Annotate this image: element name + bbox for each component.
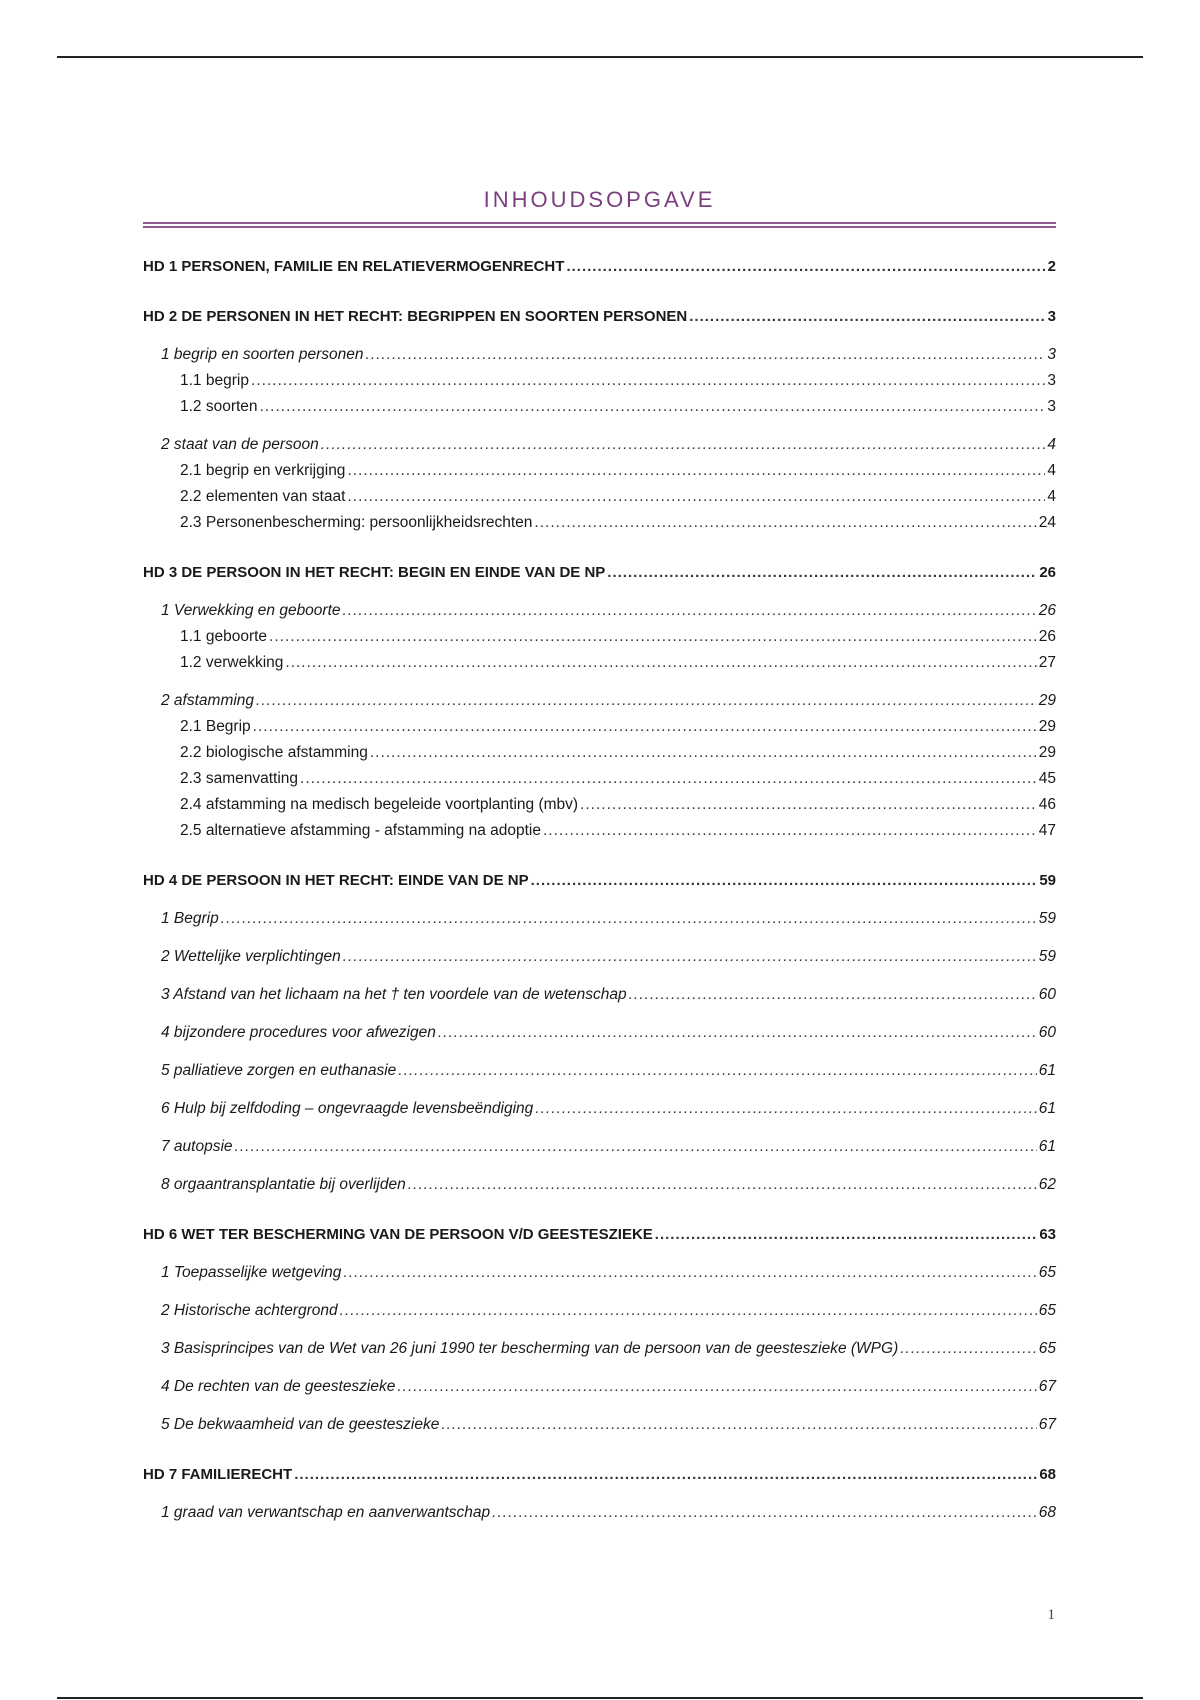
toc-list xyxy=(143,254,1056,1526)
toc-leader-dots xyxy=(397,1374,1036,1400)
toc-subsection-link[interactable] xyxy=(143,624,1056,650)
toc-entry-label: 1.2 soorten xyxy=(180,398,258,415)
toc-entry-label: 2.2 elementen van staat xyxy=(180,488,346,505)
toc-entry-label: 4 De rechten van de geesteszieke xyxy=(161,1378,396,1395)
toc-leader-dots xyxy=(900,1336,1037,1362)
toc-leader-dots xyxy=(531,868,1038,894)
toc-entry-label: 5 De bekwaamheid van de geesteszieke xyxy=(161,1416,440,1433)
toc-leader-dots xyxy=(235,1134,1037,1160)
toc-entry-page: 63 xyxy=(1039,1226,1056,1243)
toc-title: INHOUDSOPGAVE xyxy=(483,187,716,212)
toc-entry-page: 29 xyxy=(1038,744,1056,761)
toc-chapter-link[interactable] xyxy=(143,1222,1056,1248)
toc-section-link[interactable] xyxy=(143,1058,1056,1084)
toc-section-link[interactable] xyxy=(143,1134,1056,1160)
toc-entry-label: 7 autopsie xyxy=(161,1138,233,1155)
toc-entry-page: 2 xyxy=(1047,258,1056,275)
toc-leader-dots xyxy=(343,944,1037,970)
toc-section-link[interactable] xyxy=(143,1336,1056,1362)
toc-entry-page: 29 xyxy=(1038,692,1056,709)
toc-entry-label: HD 1 PERSONEN, FAMILIE EN RELATIEVERMOGENRECHT xyxy=(143,258,565,275)
toc-leader-dots xyxy=(253,714,1037,740)
toc-leader-dots xyxy=(580,792,1037,818)
toc-leader-dots xyxy=(441,1412,1036,1438)
toc-section-link[interactable] xyxy=(143,1374,1056,1400)
toc-section-link[interactable] xyxy=(143,1020,1056,1046)
toc-entry-page: 27 xyxy=(1038,654,1056,671)
toc-leader-dots xyxy=(408,1172,1037,1198)
toc-entry-page: 67 xyxy=(1038,1416,1056,1433)
toc-leader-dots xyxy=(343,1260,1036,1286)
toc-entry-page: 61 xyxy=(1038,1100,1056,1117)
toc-subsection-link[interactable] xyxy=(143,394,1056,420)
toc-entry-page: 4 xyxy=(1047,436,1056,453)
toc-leader-dots xyxy=(285,650,1036,676)
toc-entry-page: 59 xyxy=(1038,948,1056,965)
toc-subsection-link[interactable] xyxy=(143,714,1056,740)
toc-leader-dots xyxy=(543,818,1037,844)
toc-section-link[interactable] xyxy=(143,1172,1056,1198)
toc-entry-label: HD 4 DE PERSOON IN HET RECHT: EINDE VAN DE NP xyxy=(143,872,529,889)
toc-entry-label: HD 6 WET TER BESCHERMING VAN DE PERSOON V/D GEESTESZIEKE xyxy=(143,1226,653,1243)
toc-entry-label: 3 Afstand van het lichaam na het † ten voordele van de wetenschap xyxy=(161,986,627,1003)
toc-entry-page: 45 xyxy=(1038,770,1056,787)
toc-section-link[interactable] xyxy=(143,1260,1056,1286)
toc-entry-label: HD 7 FAMILIERECHT xyxy=(143,1466,293,1483)
toc-entry-page: 59 xyxy=(1038,910,1056,927)
toc-entry-label: 1.1 geboorte xyxy=(180,628,268,645)
toc-entry-page: 68 xyxy=(1038,1504,1056,1521)
toc-leader-dots xyxy=(655,1222,1038,1248)
toc-entry-page: 68 xyxy=(1039,1466,1056,1483)
toc-entry-label: 2.5 alternatieve afstamming - afstamming na adoptie xyxy=(180,822,541,839)
toc-entry-label: 2 staat van de persoon xyxy=(161,436,319,453)
toc-chapter-link[interactable] xyxy=(143,560,1056,586)
toc-subsection-link[interactable] xyxy=(143,484,1056,510)
page-number: 1 xyxy=(1047,1607,1055,1623)
toc-entry-page: 4 xyxy=(1047,462,1056,479)
toc-entry-page: 60 xyxy=(1038,986,1056,1003)
toc-entry-label: HD 2 DE PERSONEN IN HET RECHT: BEGRIPPEN EN SOORTEN PERSONEN xyxy=(143,308,688,325)
toc-leader-dots xyxy=(221,906,1037,932)
toc-entry-label: HD 3 DE PERSOON IN HET RECHT: BEGIN EN EINDE VAN DE NP xyxy=(143,564,606,581)
toc-subsection-link[interactable] xyxy=(143,792,1056,818)
toc-leader-dots xyxy=(607,560,1037,586)
toc-entry-page: 46 xyxy=(1038,796,1056,813)
toc-entry-label: 1 begrip en soorten personen xyxy=(161,346,364,363)
toc-entry-label: 2.1 Begrip xyxy=(180,718,251,735)
toc-subsection-link[interactable] xyxy=(143,818,1056,844)
toc-page xyxy=(143,182,1056,1526)
toc-entry-page: 65 xyxy=(1038,1340,1056,1357)
toc-entry-label: 1 graad van verwantschap en aanverwantschap xyxy=(161,1504,491,1521)
toc-leader-dots xyxy=(251,368,1045,394)
toc-entry-label: 8 orgaantransplantatie bij overlijden xyxy=(161,1176,406,1193)
toc-entry-page: 62 xyxy=(1038,1176,1056,1193)
toc-leader-dots xyxy=(566,254,1045,280)
toc-section-link[interactable] xyxy=(143,598,1056,624)
toc-entry-page: 3 xyxy=(1047,346,1056,363)
toc-entry-label: 2.2 biologische afstamming xyxy=(180,744,368,761)
toc-entry-page: 47 xyxy=(1038,822,1056,839)
toc-subsection-link[interactable] xyxy=(143,368,1056,394)
toc-leader-dots xyxy=(535,1096,1036,1122)
toc-leader-dots xyxy=(321,432,1046,458)
toc-leader-dots xyxy=(366,342,1046,368)
toc-leader-dots xyxy=(689,304,1045,330)
toc-subsection-link[interactable] xyxy=(143,766,1056,792)
toc-section-link[interactable] xyxy=(143,982,1056,1008)
toc-chapter-link[interactable] xyxy=(143,254,1056,280)
toc-leader-dots xyxy=(347,484,1045,510)
toc-section-link[interactable] xyxy=(143,944,1056,970)
toc-entry-label: 2.1 begrip en verkrijging xyxy=(180,462,346,479)
toc-leader-dots xyxy=(492,1500,1037,1526)
toc-leader-dots xyxy=(438,1020,1037,1046)
toc-entry-page: 61 xyxy=(1038,1062,1056,1079)
toc-entry-label: 3 Basisprincipes van de Wet van 26 juni 1990 ter bescherming van de persoon van de geesteszieke (WPG) xyxy=(161,1340,899,1357)
toc-leader-dots xyxy=(398,1058,1036,1084)
toc-entry-page: 26 xyxy=(1039,564,1056,581)
toc-leader-dots xyxy=(629,982,1037,1008)
toc-entry-page: 65 xyxy=(1038,1264,1056,1281)
toc-chapter-link[interactable] xyxy=(143,868,1056,894)
toc-leader-dots xyxy=(347,458,1045,484)
toc-entry-label: 1 Toepasselijke wetgeving xyxy=(161,1264,342,1281)
toc-chapter-link[interactable] xyxy=(143,1462,1056,1488)
toc-entry-label: 4 bijzondere procedures voor afwezigen xyxy=(161,1024,436,1041)
toc-entry-page: 4 xyxy=(1047,488,1056,505)
toc-leader-dots xyxy=(256,688,1037,714)
toc-section-link[interactable] xyxy=(143,1500,1056,1526)
toc-leader-dots xyxy=(260,394,1046,420)
toc-section-link[interactable] xyxy=(143,906,1056,932)
toc-subsection-link[interactable] xyxy=(143,740,1056,766)
toc-entry-label: 1.1 begrip xyxy=(180,372,249,389)
toc-entry-label: 2 Wettelijke verplichtingen xyxy=(161,948,341,965)
toc-entry-label: 2.3 Personenbescherming: persoonlijkheidsrechten xyxy=(180,514,533,531)
toc-entry-label: 5 palliatieve zorgen en euthanasie xyxy=(161,1062,397,1079)
toc-entry-page: 24 xyxy=(1038,514,1056,531)
toc-entry-page: 65 xyxy=(1038,1302,1056,1319)
toc-entry-label: 1 Verwekking en geboorte xyxy=(161,602,341,619)
toc-subsection-link[interactable] xyxy=(143,510,1056,536)
toc-entry-page: 61 xyxy=(1038,1138,1056,1155)
toc-entry-page: 3 xyxy=(1047,372,1056,389)
toc-entry-label: 1 Begrip xyxy=(161,910,219,927)
toc-leader-dots xyxy=(370,740,1037,766)
toc-entry-label: 1.2 verwekking xyxy=(180,654,284,671)
toc-leader-dots xyxy=(269,624,1037,650)
title-double-rule xyxy=(143,222,1056,228)
footer-rule xyxy=(57,1697,1143,1699)
toc-entry-page: 60 xyxy=(1038,1024,1056,1041)
toc-chapter-link[interactable] xyxy=(143,304,1056,330)
header-rule xyxy=(57,56,1143,58)
toc-entry-page: 29 xyxy=(1038,718,1056,735)
toc-subsection-link[interactable] xyxy=(143,458,1056,484)
toc-section-link[interactable] xyxy=(143,1298,1056,1324)
toc-entry-label: 2 afstamming xyxy=(161,692,255,709)
toc-entry-page: 3 xyxy=(1047,308,1056,325)
toc-entry-label: 2.4 afstamming na medisch begeleide voortplanting (mbv) xyxy=(180,796,579,813)
toc-section-link[interactable] xyxy=(143,688,1056,714)
toc-entry-label: 6 Hulp bij zelfdoding – ongevraagde levensbeëndiging xyxy=(161,1100,534,1117)
toc-entry-page: 26 xyxy=(1038,628,1056,645)
toc-leader-dots xyxy=(294,1462,1037,1488)
toc-entry-page: 26 xyxy=(1038,602,1056,619)
toc-section-link[interactable] xyxy=(143,1412,1056,1438)
toc-leader-dots xyxy=(534,510,1036,536)
toc-section-link[interactable] xyxy=(143,432,1056,458)
toc-entry-label: 2.3 samenvatting xyxy=(180,770,299,787)
toc-section-link[interactable] xyxy=(143,342,1056,368)
toc-entry-page: 59 xyxy=(1039,872,1056,889)
toc-section-link[interactable] xyxy=(143,1096,1056,1122)
toc-leader-dots xyxy=(300,766,1037,792)
toc-entry-label: 2 Historische achtergrond xyxy=(161,1302,338,1319)
toc-entry-page: 3 xyxy=(1047,398,1056,415)
toc-leader-dots xyxy=(340,1298,1037,1324)
toc-entry-page: 67 xyxy=(1038,1378,1056,1395)
toc-leader-dots xyxy=(343,598,1037,624)
toc-subsection-link[interactable] xyxy=(143,650,1056,676)
